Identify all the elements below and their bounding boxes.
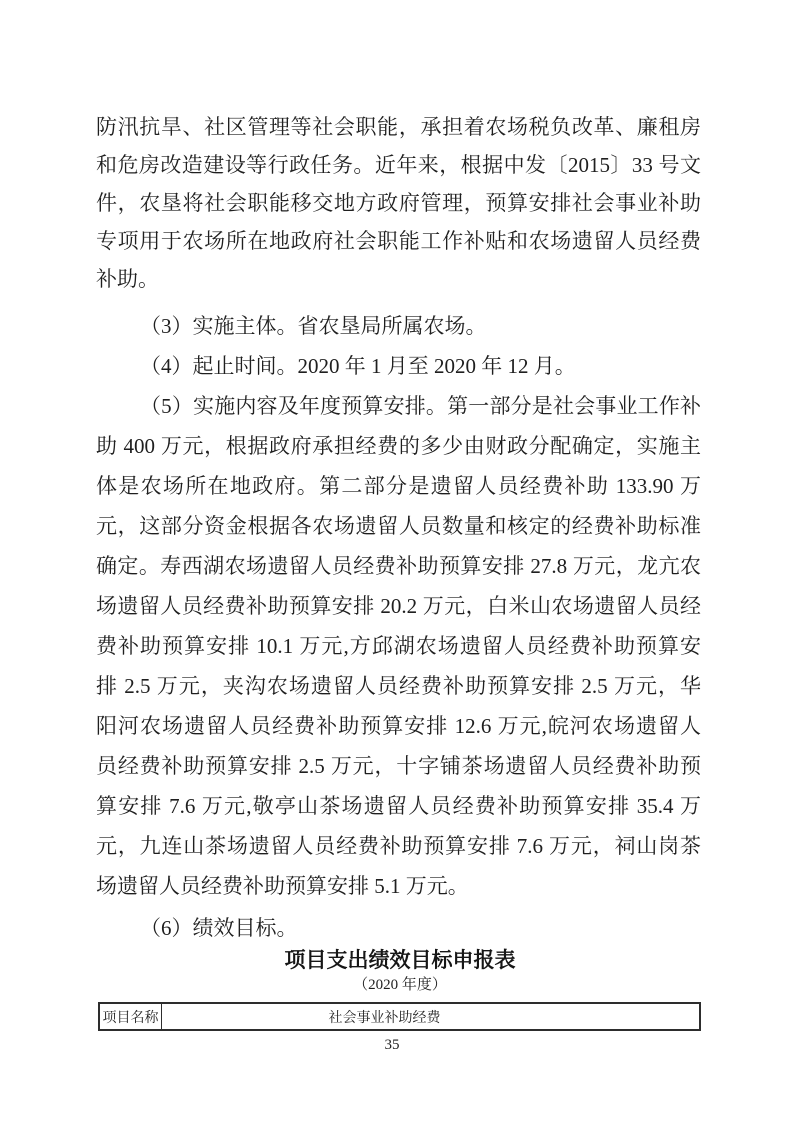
body-line: 阳河农场遗留人员经费补助预算安排 12.6 万元,皖河农场遗留人	[96, 714, 701, 738]
body-line: 和危房改造建设等行政任务。近年来，根据中发〔2015〕33 号文	[96, 153, 701, 177]
body-line-item-3: （3）实施主体。省农垦局所属农场。	[140, 314, 487, 338]
page-number: 35	[384, 1037, 400, 1053]
project-name-value-cell: 社会事业补助经费	[328, 1010, 441, 1026]
body-line: 排 2.5 万元，夹沟农场遗留人员经费补助预算安排 2.5 万元，华	[96, 674, 701, 698]
body-line: 元，这部分资金根据各农场遗留人员数量和核定的经费补助标准	[96, 514, 701, 538]
body-line: 元，九连山茶场遗留人员经费补助预算安排 7.6 万元，祠山岗茶	[96, 834, 701, 858]
body-text	[96, 108, 701, 948]
body-line-item-4: （4）起止时间。2020 年 1 月至 2020 年 12 月。	[140, 354, 576, 378]
body-line: 助 400 万元，根据政府承担经费的多少由财政分配确定，实施主	[96, 434, 701, 458]
body-line: 专项用于农场所在地政府社会职能工作补贴和农场遗留人员经费	[96, 229, 701, 253]
body-line: 员经费补助预算安排 2.5 万元，十字铺茶场遗留人员经费补助预	[96, 754, 701, 778]
report-year-label: （2020 年度）	[353, 977, 447, 993]
body-line: 件，农垦将社会职能移交地方政府管理，预算安排社会事业补助	[96, 191, 701, 215]
body-line: 场遗留人员经费补助预算安排 20.2 万元，白米山农场遗留人员经	[96, 594, 701, 618]
body-line: 算安排 7.6 万元,敬亭山茶场遗留人员经费补助预算安排 35.4 万	[96, 794, 701, 818]
body-line: 确定。寿西湖农场遗留人员经费补助预算安排 27.8 万元，龙亢农	[96, 554, 701, 578]
body-line: 防汛抗旱、社区管理等社会职能，承担着农场税负改革、廉租房	[96, 115, 701, 139]
body-line: 体是农场所在地政府。第二部分是遗留人员经费补助 133.90 万	[96, 474, 701, 498]
project-name-label-cell: 项目名称	[100, 1004, 162, 1029]
report-title: 项目支出绩效目标申报表	[284, 949, 516, 972]
body-line-item-5: （5）实施内容及年度预算安排。第一部分是社会事业工作补	[140, 394, 701, 418]
body-line-item-6: （6）绩效目标。	[140, 916, 298, 940]
body-line: 费补助预算安排 10.1 万元,方邱湖农场遗留人员经费补助预算安	[96, 634, 701, 658]
project-table	[98, 1002, 701, 1031]
body-line: 场遗留人员经费补助预算安排 5.1 万元。	[96, 874, 469, 898]
body-line: 补助。	[96, 267, 159, 291]
